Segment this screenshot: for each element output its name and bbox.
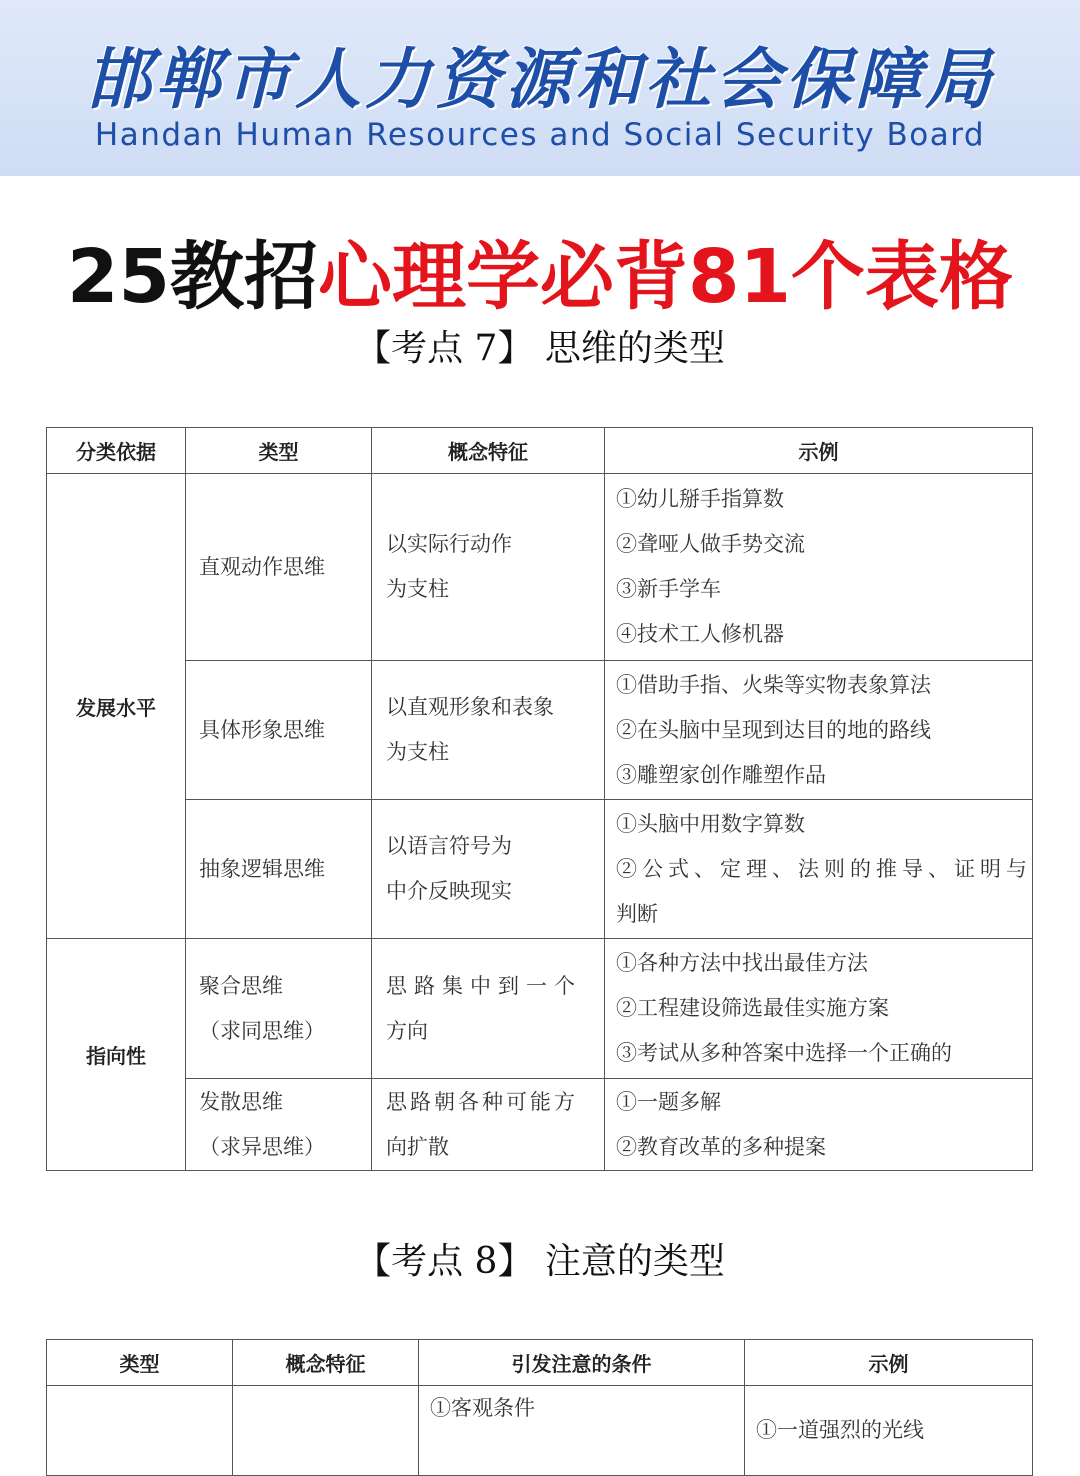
condition-cell bbox=[419, 1386, 745, 1476]
feature-line: 方向 bbox=[386, 1018, 428, 1043]
type-line: 具体形象思维 bbox=[199, 717, 325, 742]
section-8-title: 【考点 8】 注意的类型 bbox=[355, 1241, 725, 1282]
example-line: ②工程建设筛选最佳实施方案 bbox=[616, 996, 889, 1020]
header-example: 示例 bbox=[605, 428, 1033, 474]
feature-line: 为支柱 bbox=[386, 577, 449, 601]
feature-line: 以语言符号为 bbox=[386, 834, 512, 858]
example-cell bbox=[605, 661, 1033, 800]
example-line: ①幼儿掰手指算数 bbox=[616, 487, 784, 511]
table-row bbox=[47, 661, 1033, 800]
feature-line: 向扩散 bbox=[386, 1134, 449, 1159]
example-line: ①一道强烈的光线 bbox=[756, 1418, 924, 1442]
header-condition: 引发注意的条件 bbox=[419, 1340, 745, 1386]
feature-cell bbox=[372, 939, 605, 1079]
feature-cell bbox=[233, 1386, 419, 1476]
example-line: ①各种方法中找出最佳方法 bbox=[616, 951, 868, 975]
feature-line: 思路集中到一个 bbox=[386, 973, 582, 998]
example-cell bbox=[605, 800, 1033, 939]
feature-cell bbox=[372, 661, 605, 800]
thinking-types-table bbox=[46, 427, 1033, 1171]
type-cell bbox=[186, 800, 372, 939]
title-prefix: 25教招 bbox=[67, 234, 318, 320]
feature-line: 以直观形象和表象 bbox=[386, 695, 554, 719]
feature-line: 中介反映现实 bbox=[386, 879, 512, 903]
header-type: 类型 bbox=[47, 1340, 233, 1386]
table-row bbox=[47, 1386, 1033, 1476]
example-line: ①借助手指、火柴等实物表象算法 bbox=[616, 672, 931, 697]
table-header-row bbox=[47, 428, 1033, 474]
type-cell bbox=[186, 939, 372, 1079]
feature-line: 思路朝各种可能方 bbox=[386, 1089, 578, 1114]
category-cell: 指向性 bbox=[47, 939, 186, 1171]
example-line: ②公式、定理、法则的推导、证明与 bbox=[616, 856, 1032, 881]
org-name-en: Handan Human Resources and Social Security Board bbox=[94, 117, 986, 153]
type-line: （求异思维） bbox=[199, 1134, 325, 1159]
example-line: ④技术工人修机器 bbox=[616, 622, 784, 646]
type-cell bbox=[47, 1386, 233, 1476]
type-line: 抽象逻辑思维 bbox=[199, 856, 325, 881]
type-cell bbox=[186, 661, 372, 800]
table-row bbox=[47, 474, 1033, 661]
feature-line: 以实际行动作 bbox=[386, 532, 512, 556]
org-name-cn: 邯郸市人力资源和社会保障局 bbox=[85, 40, 995, 118]
example-line: ②在头脑中呈现到达目的地的路线 bbox=[616, 717, 931, 742]
type-line: 聚合思维 bbox=[199, 973, 283, 998]
header-type: 类型 bbox=[186, 428, 372, 474]
example-cell bbox=[605, 1079, 1033, 1171]
example-line: ①一题多解 bbox=[616, 1089, 721, 1114]
example-line: ③雕塑家创作雕塑作品 bbox=[616, 762, 826, 787]
type-line: 直观动作思维 bbox=[199, 554, 325, 579]
header-feature: 概念特征 bbox=[372, 428, 605, 474]
type-line: （求同思维） bbox=[199, 1018, 325, 1043]
page-title bbox=[0, 218, 1080, 324]
condition-line: ①客观条件 bbox=[430, 1396, 535, 1420]
header-category: 分类依据 bbox=[47, 428, 186, 474]
attention-types-table bbox=[46, 1339, 1033, 1476]
table-header-row bbox=[47, 1340, 1033, 1386]
feature-cell bbox=[372, 474, 605, 661]
title-highlight: 心理学必背81个表格 bbox=[318, 234, 1013, 320]
header-example: 示例 bbox=[745, 1340, 1033, 1386]
feature-cell bbox=[372, 1079, 605, 1171]
type-cell bbox=[186, 474, 372, 661]
example-line: ③新手学车 bbox=[616, 577, 721, 601]
table-row bbox=[47, 939, 1033, 1079]
header-banner bbox=[0, 0, 1080, 176]
type-cell bbox=[186, 1079, 372, 1171]
table-row bbox=[47, 800, 1033, 939]
category-cell: 发展水平 bbox=[47, 474, 186, 939]
example-cell bbox=[605, 474, 1033, 661]
example-line: ①头脑中用数字算数 bbox=[616, 811, 805, 836]
example-cell bbox=[605, 939, 1033, 1079]
example-line: ②聋哑人做手势交流 bbox=[616, 532, 805, 556]
header-feature: 概念特征 bbox=[233, 1340, 419, 1386]
example-line: 判断 bbox=[616, 901, 658, 926]
feature-line: 为支柱 bbox=[386, 740, 449, 764]
feature-cell bbox=[372, 800, 605, 939]
section-7-title: 【考点 7】 思维的类型 bbox=[355, 328, 725, 369]
example-cell bbox=[745, 1386, 1033, 1476]
example-line: ③考试从多种答案中选择一个正确的 bbox=[616, 1041, 952, 1065]
example-line: ②教育改革的多种提案 bbox=[616, 1134, 826, 1159]
type-line: 发散思维 bbox=[199, 1089, 283, 1114]
table-row bbox=[47, 1079, 1033, 1171]
